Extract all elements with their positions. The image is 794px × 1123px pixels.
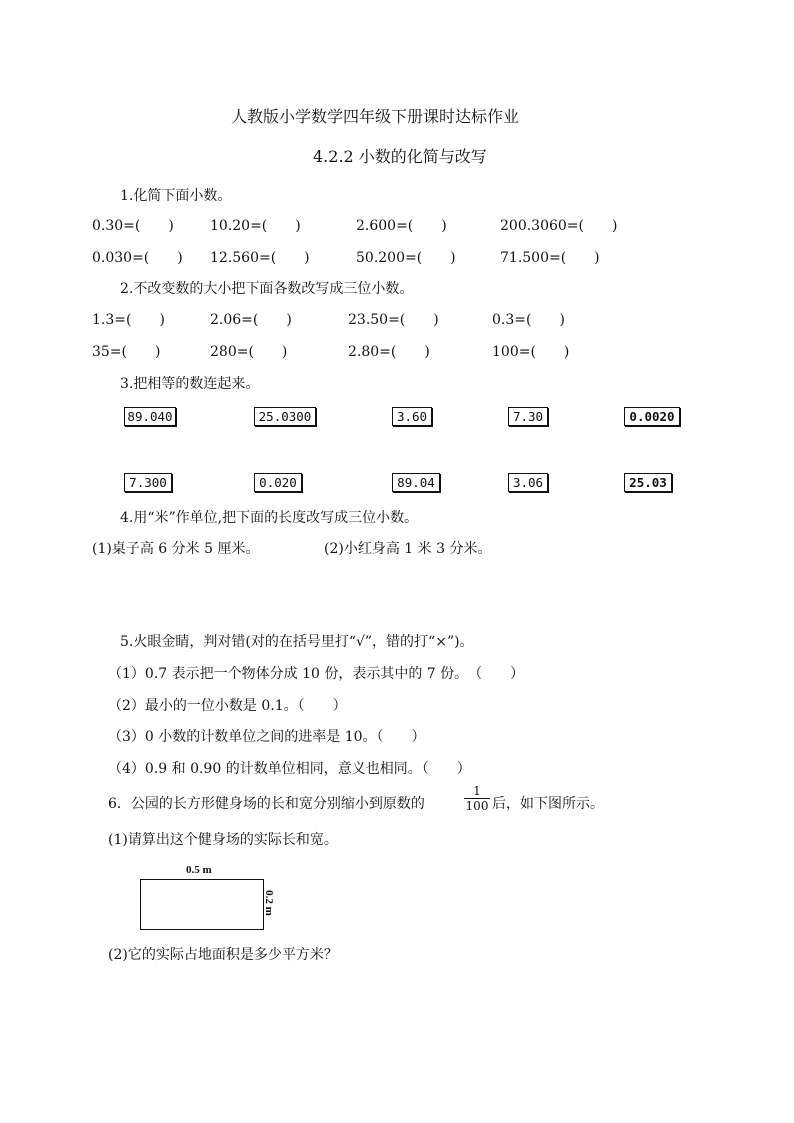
q2-item: 0.3=( ) (492, 312, 565, 328)
q3-heading: 3.把相等的数连起来。 (120, 376, 260, 392)
q2-item: 100=( ) (492, 344, 570, 360)
q4-item: (2)小红身高 1 米 3 分米。 (324, 541, 492, 557)
page-title: 人教版小学数学四年级下册课时达标作业 (231, 107, 520, 126)
q1-item: 0.30=( ) (92, 218, 174, 234)
q5-item: （2）最小的一位小数是 0.1。（ ） (108, 698, 347, 714)
q5-heading: 5.火眼金睛，判对错(对的在括号里打“√”，错的打“×”)。 (120, 634, 474, 650)
q2-item: 1.3=( ) (92, 312, 165, 328)
q6-heading: 6．公园的长方形健身场的长和宽分别缩小到原数的 (108, 796, 425, 812)
q2-heading: 2.不改变数的大小把下面各数改写成三位小数。 (120, 281, 414, 297)
number-box[interactable]: 89.04 (392, 473, 440, 492)
q1-item: 2.600=( ) (356, 218, 447, 234)
q1-item: 200.3060=( ) (500, 218, 618, 234)
q1-item: 71.500=( ) (500, 250, 600, 266)
number-box[interactable]: 7.300 (124, 473, 172, 492)
q5-item: （1）0.7 表示把一个物体分成 10 份，表示其中的 7 份。 （ ） (108, 666, 525, 682)
q6-subquestion: (2)它的实际占地面积是多少平方米？ (108, 947, 338, 963)
park-rectangle (140, 879, 264, 930)
q2-item: 23.50=( ) (348, 312, 439, 328)
number-box[interactable]: 3.06 (508, 473, 548, 492)
q4-heading: 4.用“米”作单位,把下面的长度改写成三位小数。 (120, 510, 419, 526)
q1-heading: 1.化简下面小数。 (120, 188, 232, 204)
q1-item: 50.200=( ) (356, 250, 456, 266)
q1-item: 10.20=( ) (210, 218, 301, 234)
fraction-denominator: 100 (465, 799, 489, 813)
q1-item: 0.030=( ) (92, 250, 183, 266)
fraction-one-hundredth (464, 784, 490, 813)
number-box[interactable]: 89.040 (124, 407, 176, 426)
number-box[interactable]: 0.020 (254, 473, 302, 492)
q6-heading-end: 后，如下图所示。 (492, 796, 604, 812)
q6-subquestion: (1)请算出这个健身场的实际长和宽。 (108, 832, 338, 848)
rect-width-label: 0.5 m (186, 864, 212, 876)
q2-item: 2.06=( ) (210, 312, 292, 328)
number-box[interactable]: 7.30 (508, 407, 548, 426)
q4-item: (1)桌子高 6 分米 5 厘米。 (92, 541, 260, 557)
rect-height-label: 0.2 m (262, 890, 275, 916)
q5-item: （4）0.9 和 0.90 的计数单位相同，意义也相同。（ ） (108, 761, 471, 777)
number-box[interactable]: 0.0020 (624, 407, 680, 426)
q2-item: 35=( ) (92, 344, 161, 360)
fraction-numerator: 1 (473, 784, 481, 798)
lesson-subtitle: 4.2.2 小数的化简与改写 (313, 147, 487, 166)
number-box[interactable]: 25.0300 (254, 407, 316, 426)
q1-item: 12.560=( ) (210, 250, 310, 266)
number-box[interactable]: 3.60 (392, 407, 432, 426)
q2-item: 280=( ) (210, 344, 288, 360)
q5-item: （3）0 小数的计数单位之间的进率是 10。（ ） (108, 729, 426, 745)
q2-item: 2.80=( ) (348, 344, 430, 360)
number-box[interactable]: 25.03 (624, 473, 672, 492)
